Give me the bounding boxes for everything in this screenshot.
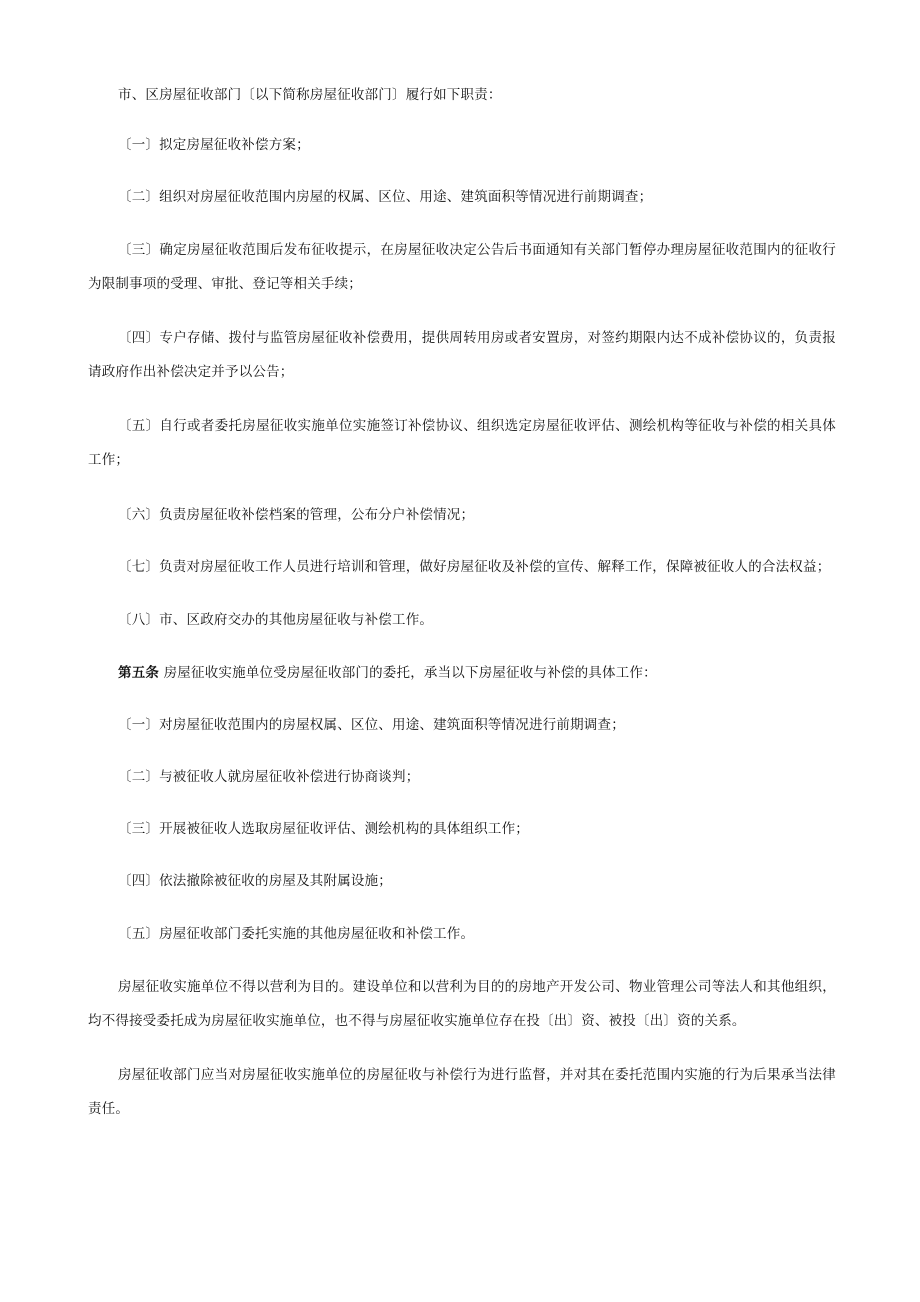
duty-item-8: 〔八〕市、区政府交办的其他房屋征收与补偿工作。: [118, 612, 434, 628]
article-5-text: 房屋征收实施单位受房屋征收部门的委托，承当以下房屋征收与补偿的具体工作：: [163, 665, 657, 681]
duty-item-3: 〔三〕确定房屋征收范围后发布征收提示，在房屋征收决定公告后书面通知有关部门暂停办理房屋征收范围内的征收行为限制事项的受理、审批、登记等相关手续；: [88, 242, 836, 292]
task-item-2: 〔二〕与被征收人就房屋征收补偿进行协商谈判；: [118, 769, 420, 785]
duty-item-4: 〔四〕专户存储、拨付与监管房屋征收补偿费用，提供周转用房或者安置房，对签约期限内达不成补偿协议的，负责报请政府作出补偿决定并予以公告；: [88, 330, 836, 380]
article-5-heading: 第五条: [118, 665, 160, 681]
task-item-1: 〔一〕对房屋征收范围内的房屋权属、区位、用途、建筑面积等情况进行前期调查；: [118, 717, 625, 733]
article-5-paragraph: [88, 656, 836, 690]
duty-item-1: 〔一〕拟定房屋征收补偿方案；: [118, 137, 310, 153]
duty-item-6: 〔六〕负责房屋征收补偿档案的管理，公布分户补偿情况；: [118, 507, 475, 523]
closing-paragraph-1: 房屋征收实施单位不得以营利为目的。建设单位和以营利为目的的房地产开发公司、物业管理公司等法人和其他组织，均不得接受委托成为房屋征收实施单位，也不得与房屋征收实施单位存在投〔出〕资、被投〔出〕资的关系。: [88, 979, 836, 1029]
task-item-5: 〔五〕房屋征收部门委托实施的其他房屋征收和补偿工作。: [118, 926, 475, 942]
duty-item-2: 〔二〕组织对房屋征收范围内房屋的权属、区位、用途、建筑面积等情况进行前期调查；: [118, 189, 653, 205]
duty-item-7: 〔七〕负责对房屋征收工作人员进行培训和管理，做好房屋征收及补偿的宣传、解释工作，保障被征收人的合法权益；: [118, 559, 831, 575]
intro-paragraph: 市、区房屋征收部门〔以下简称房屋征收部门〕履行如下职责：: [118, 87, 502, 103]
task-item-4: 〔四〕依法撤除被征收的房屋及其附属设施；: [118, 873, 392, 889]
task-item-3: 〔三〕开展被征收人选取房屋征收评估、测绘机构的具体组织工作；: [118, 821, 529, 837]
closing-paragraph-2: 房屋征收部门应当对房屋征收实施单位的房屋征收与补偿行为进行监督，并对其在委托范围内实施的行为后果承当法律责任。: [88, 1067, 836, 1117]
duty-item-5: 〔五〕自行或者委托房屋征收实施单位实施签订补偿协议、组织选定房屋征收评估、测绘机构等征收与补偿的相关具体工作；: [88, 418, 836, 468]
